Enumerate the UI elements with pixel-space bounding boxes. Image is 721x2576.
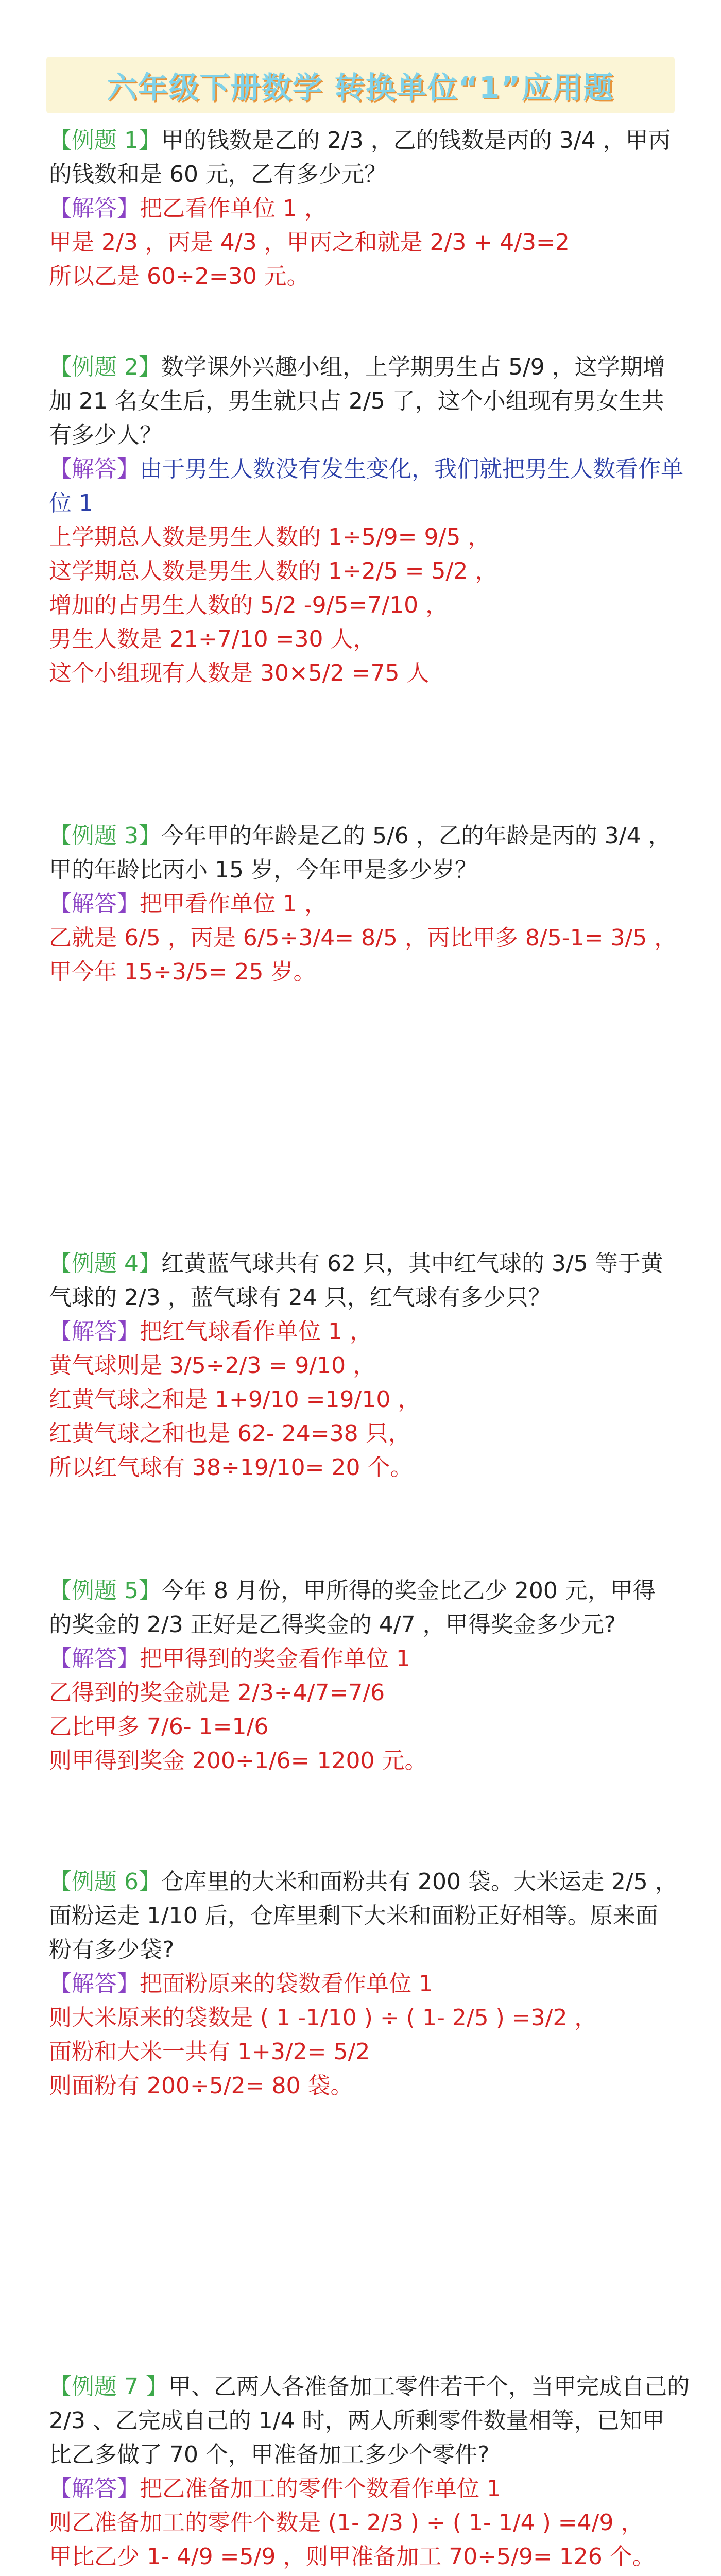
example-line xyxy=(49,955,677,989)
line-text: 仓库里的大米和面粉共有 200 袋。大米运走 2/5 ， xyxy=(161,1869,678,1895)
example-line xyxy=(49,588,677,622)
line-text: 把甲得到的奖金看作单位 1 xyxy=(140,1646,410,1672)
line-text: 把乙看作单位 1 ， xyxy=(140,195,327,222)
line-text: 男生人数是 21÷7/10 =30 人， xyxy=(49,626,376,652)
answer-label: 【解答】 xyxy=(49,1318,140,1345)
line-text: 则大米原来的袋数是 ( 1 -1/10 ) ÷ ( 1- 2/5 ) =3/2 ， xyxy=(49,2005,597,2031)
example-label: 【例题 1】 xyxy=(49,127,161,154)
example-line xyxy=(49,1710,677,1744)
answer-label: 【解答】 xyxy=(49,195,140,222)
example-line xyxy=(49,418,677,452)
example-line xyxy=(49,520,677,554)
example-line xyxy=(49,1967,677,2001)
line-text: 位 1 xyxy=(49,490,93,516)
example-line xyxy=(49,1417,677,1451)
example-line xyxy=(49,1349,677,1383)
example-line xyxy=(49,2001,677,2035)
example-block-1 xyxy=(49,124,677,294)
line-text: 把甲看作单位 1 ， xyxy=(140,891,327,917)
line-text: 把面粉原来的袋数看作单位 1 xyxy=(140,1971,433,1997)
line-text: 红黄气球之和也是 62- 24=38 只， xyxy=(49,1420,411,1447)
example-line xyxy=(49,887,677,921)
answer-label: 【解答】 xyxy=(49,456,140,482)
line-text: 则乙准备加工的零件个数是 (1- 2/3 ) ÷ ( 1- 1/4 ) =4/9 ， xyxy=(49,2510,644,2536)
line-text: 面粉运走 1/10 后，仓库里剩下大米和面粉正好相等。原来面 xyxy=(49,1903,658,1929)
example-block-2 xyxy=(49,350,683,690)
line-text: 有多少人？ xyxy=(49,422,162,448)
line-text: 粉有多少袋? xyxy=(49,1937,175,1963)
example-line xyxy=(49,1247,677,1281)
example-line xyxy=(49,2506,677,2540)
example-line xyxy=(49,921,677,955)
line-text: 乙就是 6/5 ，丙是 6/5÷3/4= 8/5 ，丙比甲多 8/5-1= 3/5 ， xyxy=(49,925,677,951)
example-line xyxy=(49,1315,677,1349)
example-line xyxy=(49,622,677,656)
example-line xyxy=(49,2438,677,2472)
example-line xyxy=(49,2035,677,2069)
line-text: 面粉和大米一共有 1+3/2= 5/2 xyxy=(49,2039,370,2065)
example-label: 【例题 7 】 xyxy=(49,2374,168,2400)
example-block-3 xyxy=(49,819,677,989)
example-line xyxy=(49,1865,677,1899)
example-line xyxy=(49,554,677,588)
example-line xyxy=(49,2404,677,2438)
answer-label: 【解答】 xyxy=(49,891,140,917)
example-line xyxy=(49,384,677,418)
line-text: 乙得到的奖金就是 2/3÷4/7=7/6 xyxy=(49,1680,385,1706)
example-line xyxy=(49,2069,677,2103)
example-line xyxy=(49,1383,677,1417)
example-label: 【例题 5】 xyxy=(49,1578,161,1604)
example-line xyxy=(49,226,677,260)
line-text: 由于男生人数没有发生变化，我们就把男生人数看作单 xyxy=(140,456,683,482)
line-text: 的钱数和是 60 元，乙有多少元？ xyxy=(49,161,387,188)
example-line xyxy=(49,1899,677,1933)
example-block-5 xyxy=(49,1574,677,1778)
example-line xyxy=(49,192,677,226)
answer-label: 【解答】 xyxy=(49,1646,140,1672)
line-text: 上学期总人数是男生人数的 1÷5/9= 9/5 ， xyxy=(49,524,491,550)
line-text: 数学课外兴趣小组，上学期男生占 5/9 ，这学期增 xyxy=(161,354,665,380)
example-label: 【例题 6】 xyxy=(49,1869,161,1895)
line-text: 则甲得到奖金 200÷1/6= 1200 元。 xyxy=(49,1748,427,1774)
example-line xyxy=(49,1933,677,1967)
line-text: 这学期总人数是男生人数的 1÷2/5 = 5/2 ， xyxy=(49,558,498,584)
line-text: 增加的占男生人数的 5/2 -9/5=7/10 ， xyxy=(49,592,449,618)
line-text: 2/3 、乙完成自己的 1/4 时，两人所剩零件数量相等，已知甲 xyxy=(49,2408,665,2434)
line-text: 气球的 2/3 ，蓝气球有 24 只，红气球有多少只？ xyxy=(49,1284,551,1311)
line-text: 把红气球看作单位 1 ， xyxy=(140,1318,372,1345)
example-block-6 xyxy=(49,1865,677,2103)
line-text: 红黄气球之和是 1+9/10 =19/10 ， xyxy=(49,1386,421,1413)
line-text: 甲、乙两人各准备加工零件若干个，当甲完成自己的 xyxy=(168,2374,690,2400)
line-text: 这个小组现有人数是 30×5/2 =75 人 xyxy=(49,660,430,686)
example-line xyxy=(49,1608,677,1642)
example-line xyxy=(49,1451,677,1485)
example-line xyxy=(49,260,677,294)
line-text: 把乙准备加工的零件个数看作单位 1 xyxy=(140,2476,501,2502)
line-text: 今年甲的年龄是乙的 5/6 ，乙的年龄是丙的 3/4 ， xyxy=(161,823,671,849)
title-banner xyxy=(46,57,675,113)
line-text: 甲比乙少 1- 4/9 =5/9 ，则甲准备加工 70÷5/9= 126 个。 xyxy=(49,2544,655,2570)
line-text: 所以乙是 60÷2=30 元。 xyxy=(49,263,310,290)
example-line xyxy=(49,486,677,520)
line-text: 乙比甲多 7/6- 1=1/6 xyxy=(49,1714,269,1740)
line-text: 甲今年 15÷3/5= 25 岁。 xyxy=(49,959,316,985)
line-text: 甲是 2/3 ，丙是 4/3 ，甲丙之和就是 2/3 + 4/3=2 xyxy=(49,229,570,256)
line-text: 所以红气球有 38÷19/10= 20 个。 xyxy=(49,1454,413,1481)
example-line xyxy=(49,1281,677,1315)
line-text: 比乙多做了 70 个，甲准备加工多少个零件? xyxy=(49,2442,490,2468)
line-text: 今年 8 月份，甲所得的奖金比乙少 200 元，甲得 xyxy=(161,1578,656,1604)
answer-label: 【解答】 xyxy=(49,1971,140,1997)
example-line xyxy=(49,158,677,192)
example-label: 【例题 4】 xyxy=(49,1250,161,1277)
example-label: 【例题 2】 xyxy=(49,354,161,380)
page-title: 六年级下册数学 转换单位“1”应用题 xyxy=(107,70,614,105)
example-line xyxy=(49,819,677,853)
example-line xyxy=(49,2472,677,2506)
example-line xyxy=(49,124,677,158)
line-text: 则面粉有 200÷5/2= 80 袋。 xyxy=(49,2073,353,2099)
example-line xyxy=(49,452,683,486)
answer-label: 【解答】 xyxy=(49,2476,140,2502)
example-line xyxy=(49,2370,690,2404)
example-line xyxy=(49,1574,677,1608)
example-line xyxy=(49,656,677,690)
example-line xyxy=(49,350,677,384)
line-text: 红黄蓝气球共有 62 只，其中红气球的 3/5 等于黄 xyxy=(161,1250,663,1277)
line-text: 甲的年龄比丙小 15 岁，今年甲是多少岁？ xyxy=(49,857,477,883)
example-block-7 xyxy=(49,2370,690,2574)
line-text: 的奖金的 2/3 正好是乙得奖金的 4/7 ，甲得奖金多少元? xyxy=(49,1612,616,1638)
example-label: 【例题 3】 xyxy=(49,823,161,849)
example-line xyxy=(49,1676,677,1710)
line-text: 黄气球则是 3/5÷2/3 = 9/10 ， xyxy=(49,1352,376,1379)
line-text: 加 21 名女生后，男生就只占 2/5 了，这个小组现有男女生共 xyxy=(49,388,664,414)
example-block-4 xyxy=(49,1247,677,1485)
example-line xyxy=(49,853,677,887)
example-line xyxy=(49,1642,677,1676)
example-line xyxy=(49,1744,677,1778)
example-line xyxy=(49,2540,677,2574)
line-text: 甲的钱数是乙的 2/3 ，乙的钱数是丙的 3/4 ，甲丙 xyxy=(161,127,671,154)
